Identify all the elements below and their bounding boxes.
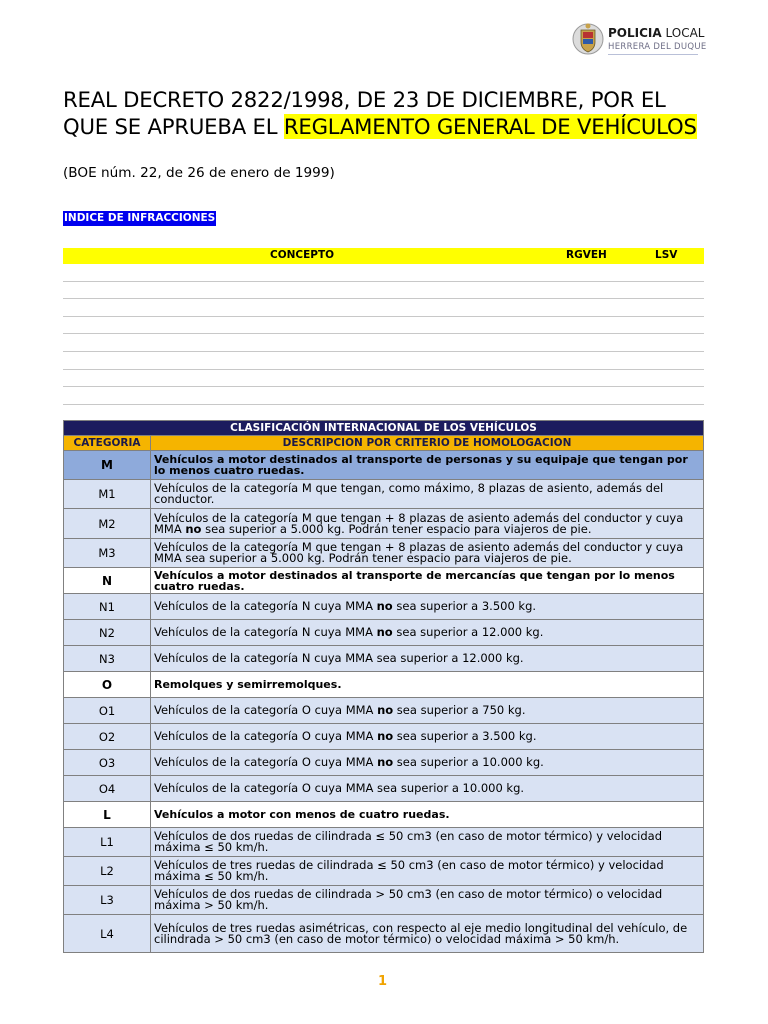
description-emphasis: no (185, 521, 202, 536)
classification-row (64, 451, 704, 480)
description-text: Vehículos de la categoría M que tengan + 8 plazas de asiento además del conductor y cuya MMA sea superior a 5.000 kg. Podrán tener espacio para viajeros de pie. (154, 540, 684, 565)
classification-table (63, 420, 704, 953)
category-description (151, 828, 704, 857)
classification-row (64, 509, 704, 539)
category-description (151, 776, 704, 802)
classification-title-row (64, 421, 704, 436)
category-code: L (64, 802, 151, 828)
category-code: L1 (64, 828, 151, 857)
logo-subtitle: HERRERA DEL DUQUE (608, 42, 707, 52)
category-code: O2 (64, 724, 151, 750)
description-text: Vehículos de la categoría O cuya MMA (154, 729, 378, 743)
description-emphasis: no (376, 599, 393, 613)
category-code: L4 (64, 915, 151, 953)
category-description (151, 886, 704, 915)
description-emphasis: no (376, 625, 393, 639)
classification-row (64, 568, 704, 594)
coat-of-arms-icon (572, 20, 604, 58)
description-text-tail: sea superior a 10.000 kg. (393, 755, 544, 769)
description-text: Vehículos de la categoría M que tengan, como máximo, 8 plazas de asiento, además del conductor. (154, 481, 664, 506)
category-description (151, 451, 704, 480)
col-lsv: LSV (655, 249, 678, 261)
classification-row (64, 802, 704, 828)
description-text: Vehículos de la categoría O cuya MMA (154, 703, 378, 717)
index-label: INDICE DE INFRACCIONES (64, 212, 216, 224)
category-code: N3 (64, 646, 151, 672)
description-text: Remolques y semirremolques. (154, 678, 342, 691)
description-text: Vehículos de tres ruedas de cilindrada ≤ 50 cm3 (en caso de motor térmico) y velocidad máxima ≤ 50 km/h. (154, 858, 664, 883)
classification-row (64, 857, 704, 886)
description-text: Vehículos de dos ruedas de cilindrada > 50 cm3 (en caso de motor térmico) o velocidad máxima > 50 km/h. (154, 887, 663, 912)
category-code: M3 (64, 539, 151, 568)
category-description (151, 724, 704, 750)
description-text: Vehículos a motor destinados al transporte de personas y su equipaje que tengan por lo menos cuatro ruedas. (154, 453, 688, 477)
description-text: Vehículos de la categoría N cuya MMA (154, 625, 377, 639)
description-text: Vehículos a motor con menos de cuatro ruedas. (154, 808, 450, 821)
index-table-rows (63, 264, 704, 405)
index-row (63, 334, 704, 352)
classification-row (64, 776, 704, 802)
category-description (151, 750, 704, 776)
classification-row (64, 480, 704, 509)
classification-row (64, 915, 704, 953)
col-rgveh: RGVEH (566, 249, 607, 261)
category-description (151, 509, 704, 539)
category-description (151, 802, 704, 828)
col-categoria: CATEGORIA (64, 436, 151, 451)
category-code: M1 (64, 480, 151, 509)
page-number: 1 (378, 974, 388, 989)
index-row (63, 387, 704, 405)
index-row (63, 282, 704, 300)
index-row (63, 352, 704, 370)
category-code: N (64, 568, 151, 594)
classification-row (64, 620, 704, 646)
category-code: O4 (64, 776, 151, 802)
index-row (63, 264, 704, 282)
classification-title: CLASIFICACIÓN INTERNACIONAL DE LOS VEHÍCULOS (64, 421, 704, 436)
classification-row (64, 750, 704, 776)
description-text-tail: sea superior a 3.500 kg. (393, 729, 537, 743)
classification-row (64, 724, 704, 750)
document-title (63, 86, 713, 140)
description-emphasis: no (377, 729, 394, 743)
category-code: M (64, 451, 151, 480)
title-text: REAL DECRETO 2822/1998, DE 23 DE DICIEMBRE, POR EL QUE SE APRUEBA EL (63, 87, 666, 139)
description-text: Vehículos de la categoría N cuya MMA sea superior a 12.000 kg. (154, 651, 524, 665)
description-text: Vehículos de la categoría O cuya MMA sea superior a 10.000 kg. (154, 781, 525, 795)
classification-header-row (64, 436, 704, 451)
col-descripcion: DESCRIPCION POR CRITERIO DE HOMOLOGACION (151, 436, 704, 451)
description-text: Vehículos de la categoría N cuya MMA (154, 599, 377, 613)
description-emphasis: no (377, 755, 394, 769)
category-description (151, 672, 704, 698)
classification-row (64, 539, 704, 568)
category-description (151, 646, 704, 672)
category-code: L2 (64, 857, 151, 886)
category-description (151, 857, 704, 886)
category-description (151, 539, 704, 568)
title-highlight: REGLAMENTO GENERAL DE VEHÍCULOS (283, 114, 697, 139)
logo-divider (608, 54, 698, 55)
index-row (63, 317, 704, 335)
category-code: N1 (64, 594, 151, 620)
category-description (151, 698, 704, 724)
category-code: O (64, 672, 151, 698)
category-code: M2 (64, 509, 151, 539)
description-text-tail: sea superior a 5.000 kg. Podrán tener espacio para viajeros de pie. (201, 521, 592, 536)
description-text-tail: sea superior a 3.500 kg. (392, 599, 537, 613)
classification-row (64, 828, 704, 857)
document-subtitle: (BOE núm. 22, de 26 de enero de 1999) (63, 165, 335, 181)
description-text: Vehículos de tres ruedas asimétricas, con respecto al eje medio longitudinal del vehículo, de cilindrada > 50 cm3 (en caso de motor térmico) o velocidad máxima > 50 km/h. (154, 920, 688, 946)
index-table-header (63, 248, 704, 264)
col-concepto: CONCEPTO (270, 249, 335, 261)
category-description (151, 480, 704, 509)
classification-row (64, 646, 704, 672)
classification-row (64, 698, 704, 724)
description-text: Vehículos de dos ruedas de cilindrada ≤ 50 cm3 (en caso de motor térmico) y velocidad máxima ≤ 50 km/h. (154, 829, 663, 854)
description-text-tail: sea superior a 12.000 kg. (392, 625, 544, 639)
index-row (63, 370, 704, 388)
classification-row (64, 672, 704, 698)
classification-row (64, 594, 704, 620)
category-description (151, 594, 704, 620)
index-row (63, 299, 704, 317)
category-code: L3 (64, 886, 151, 915)
category-description (151, 620, 704, 646)
logo-title: POLICIA LOCAL (608, 26, 705, 40)
police-logo (568, 20, 708, 62)
description-text-tail: sea superior a 750 kg. (393, 703, 526, 717)
classification-row (64, 886, 704, 915)
description-text: Vehículos de la categoría M que tengan + 8 plazas de asiento además del conductor y cuya MMA (154, 510, 684, 536)
category-code: O1 (64, 698, 151, 724)
category-code: N2 (64, 620, 151, 646)
category-code: O3 (64, 750, 151, 776)
category-description (151, 915, 704, 953)
description-emphasis: no (377, 703, 394, 717)
category-description (151, 568, 704, 594)
description-text: Vehículos de la categoría O cuya MMA (154, 755, 378, 769)
description-text: Vehículos a motor destinados al transporte de mercancías que tengan por lo menos cuatro ruedas. (154, 568, 675, 593)
